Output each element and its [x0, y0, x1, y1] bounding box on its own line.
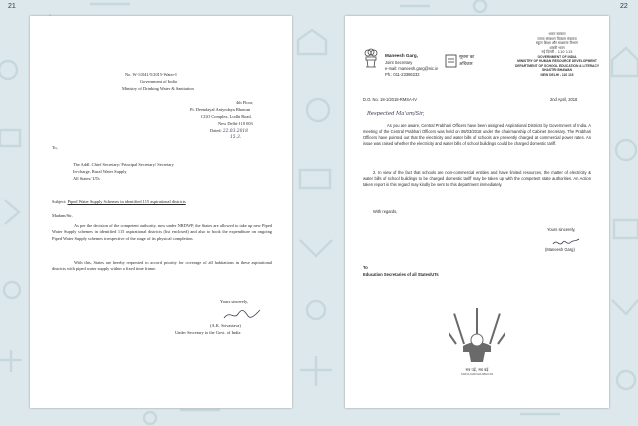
- english-header-line: MINISTRY OF HUMAN RESOURCE DEVELOPMENT: [517, 59, 597, 63]
- body-paragraph-2: With this, States are hereby requested to accord priority for coverage of all habitations in these aspirational districts with piped water supply within a fixed time frame.: [52, 260, 272, 272]
- addressee-line: In-charge, Rural Water Supply: [73, 169, 127, 174]
- hindi-header-line: मानव संसाधन विकास मंत्रालय: [537, 36, 577, 41]
- dated-value: 22.03.2018: [222, 129, 248, 134]
- closing: Yours sincerely,: [547, 227, 576, 232]
- english-header-line: NEW DELHI - 110 115: [540, 72, 574, 77]
- to-label: To: [363, 265, 368, 270]
- hindi-header-line: शास्त्री भवन: [549, 45, 565, 50]
- sender-title: Joint Secretary: [385, 60, 413, 65]
- signatory: (Maneesh Garg): [545, 247, 575, 252]
- closing: Yours sincerely,: [220, 299, 249, 304]
- address-line: Pt. Deendayal Antyodaya Bhawan: [190, 107, 251, 112]
- address-line: CGO Complex, Lodhi Road,: [201, 114, 252, 119]
- address-line: 4th Floor,: [236, 100, 254, 105]
- dated-label: Dated:: [210, 128, 222, 133]
- addressee-line: The Addl. Chief Secretary/ Principal Secretary/ Secretary: [73, 162, 174, 167]
- page-number-right: 22: [620, 3, 628, 10]
- rti-label: सूचना का: [459, 55, 475, 60]
- body-paragraph-1: As you are aware, Central Prabhari Officers have been assigned Aspirational Districts by Government of India. A meeting of the Central Prabhari Officers was held on 08/03/2018 under the chairmanship of Cabinet Secretary. The Prabhari Officers have pointed out that the electricity and water bills of schools are presently charged at commercial power rates. An issue was raised whether the electricity and water bills of school buildings could be charged domestic tariff.: [363, 123, 591, 146]
- subject-label: Subject:: [52, 199, 67, 204]
- rti-label: अधिकार: [459, 62, 473, 67]
- recipients: Education Secretaries of all States/UTs: [363, 272, 439, 277]
- signature-mark: [222, 308, 262, 322]
- sarva-shiksha-abhiyan-logo: [449, 306, 505, 366]
- signatory-title: Under Secretary to the Govt. of India: [175, 330, 241, 335]
- salutation: Madam/Sir,: [52, 213, 73, 218]
- addressee-line: All States/ UTs: [73, 176, 100, 181]
- subject-text: Piped Water Supply Schemes in identified 115 aspirational districts: [67, 199, 186, 204]
- hindi-header-line: भारत सरकार: [548, 32, 566, 36]
- left-letter-page: [30, 16, 292, 408]
- do-number: D.O. No. 18-1/2018-RMSA-IV: [363, 97, 417, 102]
- salutation: Respected Ma'am/Sir,: [367, 111, 425, 117]
- signatory-name: (A.K. Srivastava): [210, 323, 241, 328]
- date-handwritten-note: 15.3.: [230, 135, 242, 140]
- letter-date: 2nd April, 2018: [550, 97, 578, 102]
- regards: With regards,: [373, 209, 398, 214]
- national-emblem-icon: [363, 48, 379, 70]
- ministry-line: Ministry of Drinking Water & Sanitation: [122, 86, 194, 91]
- date-line: [210, 129, 248, 134]
- sender-phone: Ph.: 011-23386232: [385, 72, 420, 77]
- government-line: Government of India: [140, 79, 177, 84]
- to-label: To,: [52, 145, 58, 150]
- english-header-line: GOVERNMENT OF INDIA: [537, 54, 577, 59]
- subject-line: [52, 200, 186, 204]
- english-header-line: SHASTRI BHAWAN: [541, 68, 573, 72]
- sender-name: Maneesh Garg,: [385, 53, 418, 58]
- reference-number: No. W-11041/5/2015-Water-I: [125, 72, 177, 77]
- address-line: New Delhi-110 003: [218, 121, 253, 126]
- hindi-header-line: स्कूल शिक्षा और साक्षरता विभाग: [536, 41, 578, 45]
- sender-email: e-mail: maneesh.garg@nic.in: [385, 66, 439, 71]
- hindi-header-line: नई दिल्ली - 110 115: [541, 50, 573, 54]
- page-number-left: 21: [8, 3, 16, 10]
- english-header-line: DEPARTMENT OF SCHOOL EDUCATION & LITERACY: [514, 63, 600, 68]
- body-paragraph-2: 2. In view of the fact that schools are non-commercial entities and have limited resources, the matter of electricity & water bills of school buildings to be charged domestic tariff may be taken up with the competent state authorities. An Action taken report in this regard may kindly be sent to this department immediately.: [363, 170, 591, 187]
- right-letter-page: [345, 16, 609, 408]
- ministry-header: [513, 32, 601, 77]
- logo-tagline: सब पढ़ें, सब बढ़ें: [465, 367, 489, 372]
- body-paragraph-1: As per the decision of the competent authority, now under NRDWP, the States are allowed to take up new Piped Water Supply schemes in identified 115 aspirational districts (list enclosed) and also to book the expenditure on ongoing Piped Water Supply schemes irrespective of the stage of its physical completion.: [52, 223, 272, 241]
- rti-logo-icon: [445, 54, 457, 68]
- logo-caption: SARVA SHIKSHA ABHIYAN: [460, 373, 494, 376]
